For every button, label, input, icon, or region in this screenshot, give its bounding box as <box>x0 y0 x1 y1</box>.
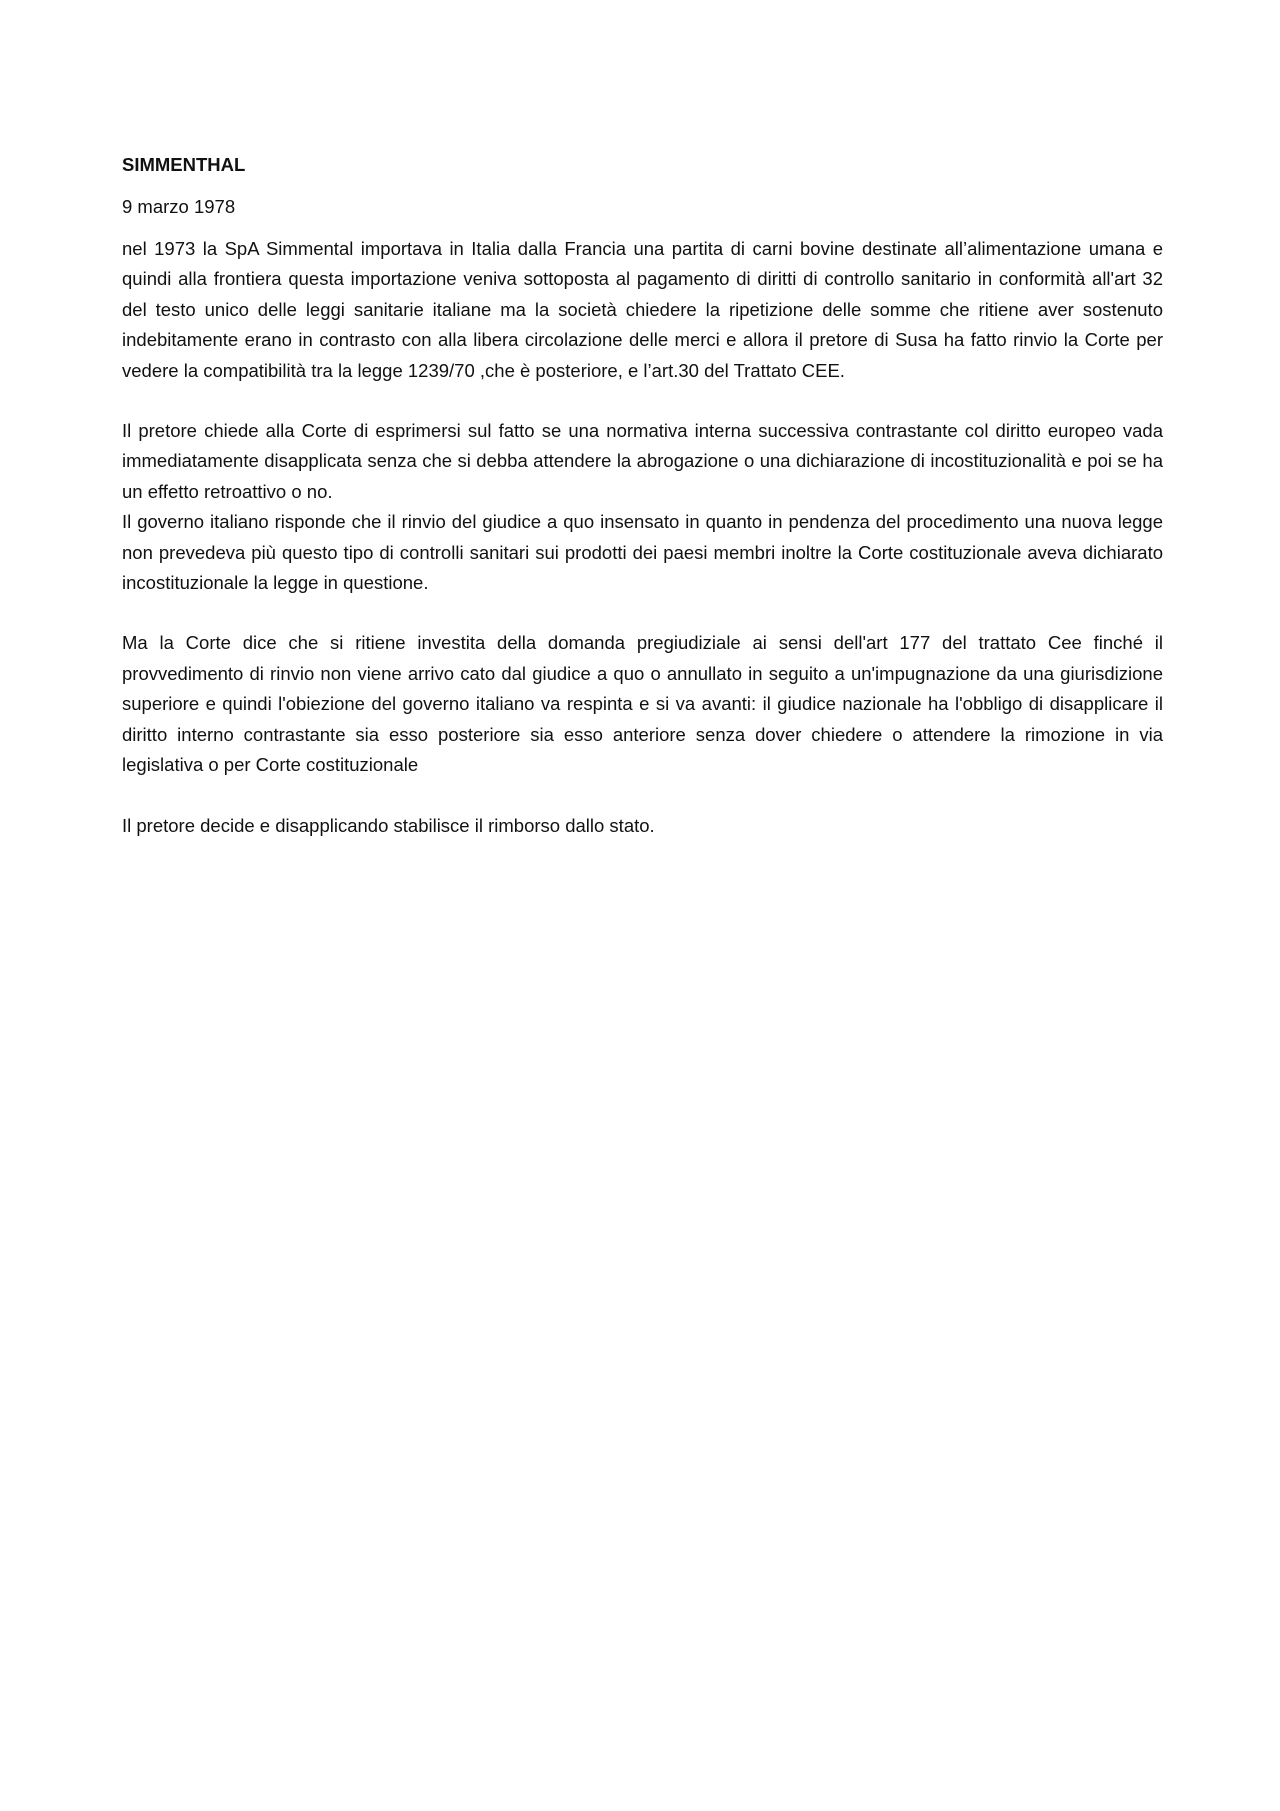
paragraph-spacer <box>122 386 1163 416</box>
paragraph-question: Il pretore chiede alla Corte di esprimersi sul fatto se una normativa interna successiva contrastante col diritto europeo vada immediatamente disapplicata senza che si debba attendere la abrogazione o una dichiarazione di incostituzionalità e poi se ha un effetto retroattivo o no. <box>122 420 1163 502</box>
paragraph-spacer <box>122 781 1163 811</box>
paragraph-government-reply: Il governo italiano risponde che il rinvio del giudice a quo insensato in quanto in pendenza del procedimento una nuova legge non prevedeva più questo tipo di controlli sanitari sui prodotti dei paesi membri inoltre la Corte costituzionale aveva dichiarato incostituzionale la legge in questione. <box>122 511 1163 594</box>
paragraph-spacer <box>122 598 1163 628</box>
paragraph-background: nel 1973 la SpA Simmental importava in Italia dalla Francia una partita di carni bovine destinate all’alimentazione umana e quindi alla frontiera questa importazione veniva sottoposta al pagamento di diritti di controllo sanitario in conformità all'art 32 del testo unico delle leggi sanitarie italiane ma la società chiedere la ripetizione delle somme che ritiene aver sostenuto indebitamente erano in contrasto con alla libera circolazione delle merci e allora il pretore di Susa ha fatto rinvio la Corte per vedere la compatibilità tra la legge 1239/70 ,che è posteriore, e l’art.30 del Trattato CEE. <box>122 238 1163 381</box>
document-date: 9 marzo 1978 <box>122 196 236 217</box>
paragraph-conclusion: Il pretore decide e disapplicando stabilisce il rimborso dallo stato. <box>122 814 655 836</box>
document-title: SIMMENTHAL <box>122 154 246 175</box>
paragraph-court-ruling: Ma la Corte dice che si ritiene investita della domanda pregiudiziale ai sensi dell'art 177 del trattato Cee finché il provvedimento di rinvio non viene arrivo cato dal giudice a quo o annullato in seguito a un'impugnazione da una giurisdizione superiore e quindi l'obiezione del governo italiano va respinta e si va avanti: il giudice nazionale ha l'obbligo di disapplicare il diritto interno contrastante sia esso posteriore sia esso anteriore senza dover chiedere o attendere la rimozione in via legislativa o per Corte costituzionale <box>122 632 1163 776</box>
document-body <box>122 150 1163 841</box>
